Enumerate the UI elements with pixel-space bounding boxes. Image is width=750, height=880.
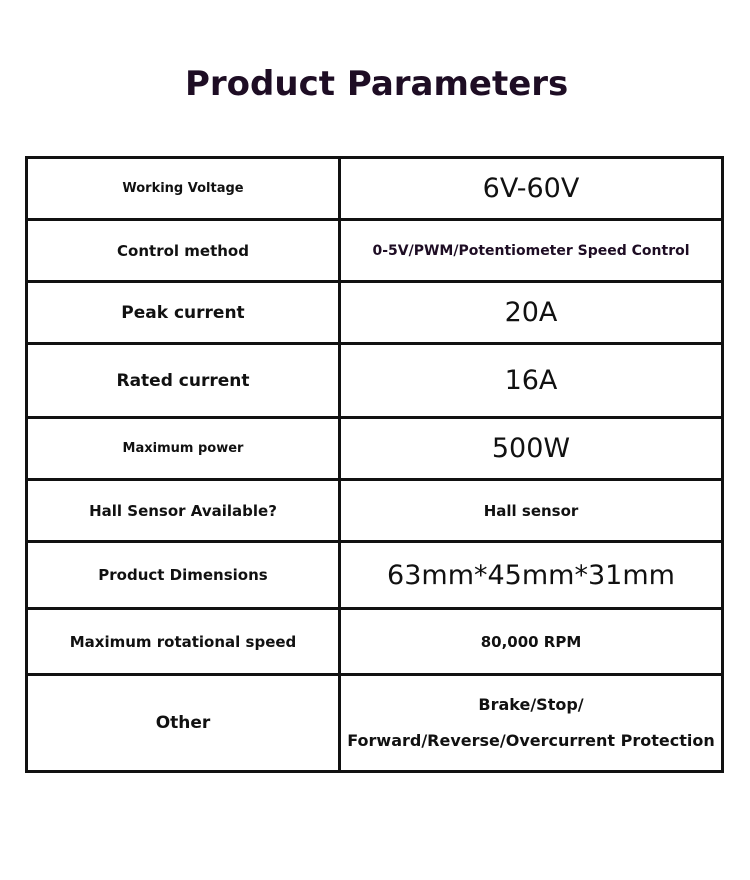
row-label: Product Dimensions (27, 542, 340, 609)
table-row (27, 282, 723, 344)
row-label: Hall Sensor Available? (27, 480, 340, 542)
parameters-table (25, 156, 724, 773)
row-label: Control method (27, 220, 340, 282)
table-row (27, 220, 723, 282)
row-value: 20A (340, 282, 723, 344)
table-row (27, 158, 723, 220)
row-label: Other (27, 675, 340, 772)
row-label: Rated current (27, 344, 340, 418)
row-value: 16A (340, 344, 723, 418)
page-title: Product Parameters (185, 64, 569, 104)
row-value: 500W (340, 418, 723, 480)
row-value-line: Brake/Stop/ (478, 695, 584, 714)
table-row (27, 418, 723, 480)
row-value: 0-5V/PWM/Potentiometer Speed Control (340, 220, 723, 282)
table-row (27, 344, 723, 418)
row-label: Maximum power (27, 418, 340, 480)
row-value (340, 675, 723, 772)
table-row (27, 480, 723, 542)
row-value: Hall sensor (340, 480, 723, 542)
table-row (27, 675, 723, 772)
row-label: Maximum rotational speed (27, 609, 340, 675)
table-row (27, 609, 723, 675)
row-label: Peak current (27, 282, 340, 344)
row-value-line: Forward/Reverse/Overcurrent Protection (347, 731, 715, 750)
table-row (27, 542, 723, 609)
row-label: Working Voltage (27, 158, 340, 220)
row-value: 6V-60V (340, 158, 723, 220)
row-value: 63mm*45mm*31mm (340, 542, 723, 609)
row-value: 80,000 RPM (340, 609, 723, 675)
